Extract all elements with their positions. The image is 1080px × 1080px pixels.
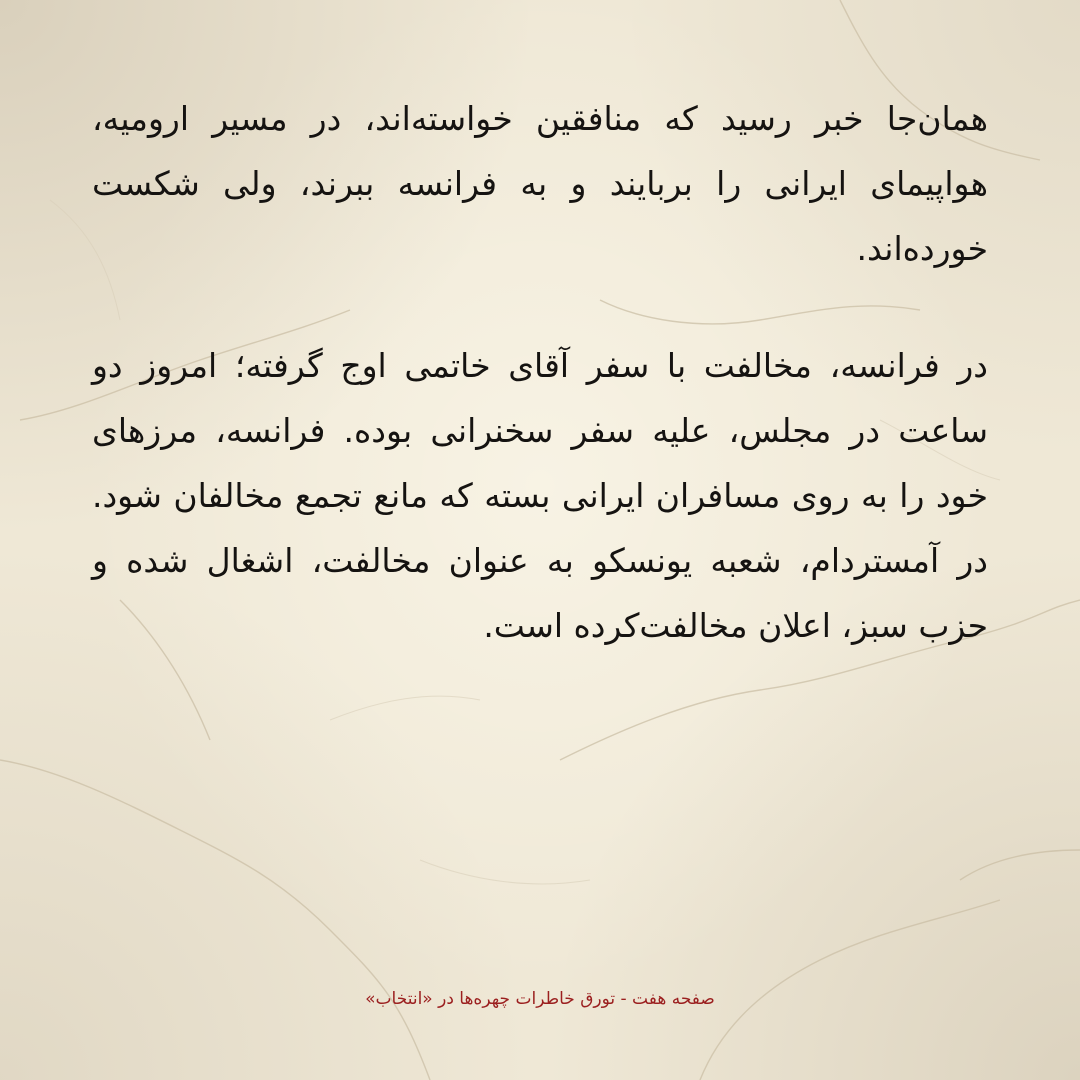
- paragraph-2: در فرانسه، مخالفت با سفر آقای خاتمی اوج گرفته؛ امروز دو ساعت در مجلس، علیه سفر سخنرانی بوده. فرانسه، مرزهای خود را به روی مسافران ایرانی بسته که مانع تجمع مخالفان شود. در آمستردام، شعبه یونسکو به عنوان مخالفت، اشغال شده و حزب سبز، اعلان مخالفت‌کرده است.: [92, 346, 988, 645]
- footer-caption: صفحه هفت - تورق خاطرات چهره‌ها در «انتخاب»: [365, 989, 715, 1009]
- text-block: [92, 86, 988, 658]
- paragraph-1: همان‌جا خبر رسید که منافقین خواسته‌اند، در مسیر ارومیه، هواپیمای ایرانی را بربایند و به فرانسه ببرند، ولی شکست خورده‌اند.: [92, 99, 988, 268]
